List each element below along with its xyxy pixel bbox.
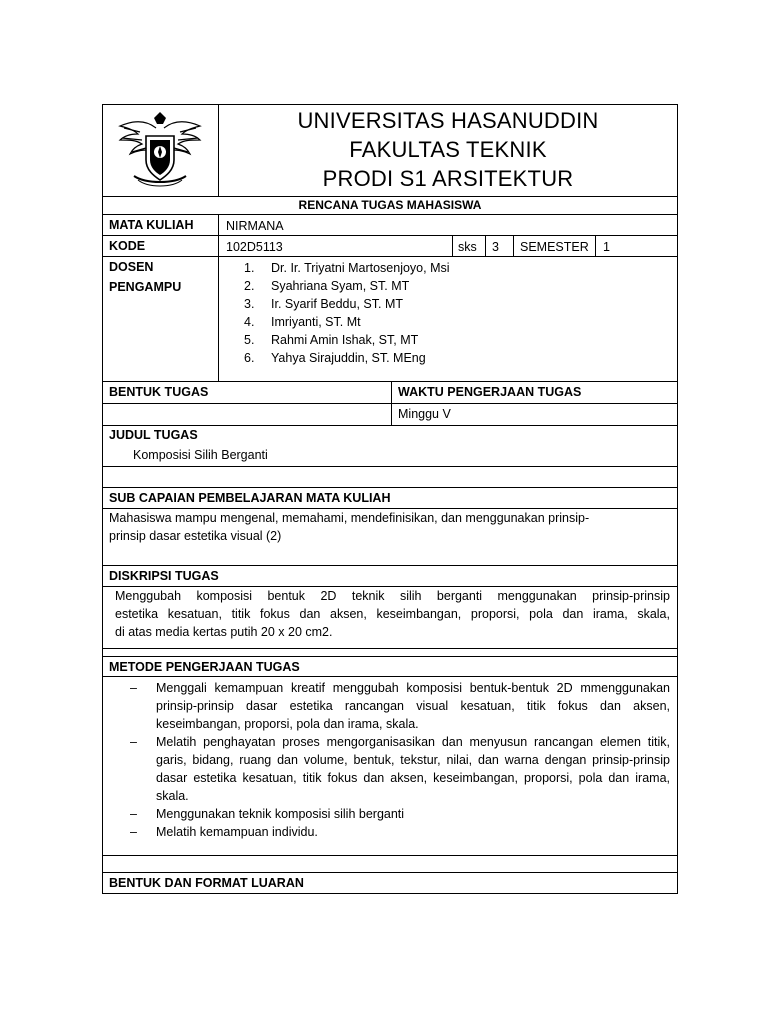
- kode-label: KODE: [109, 239, 146, 253]
- pengampu-label: PENGAMPU: [109, 280, 182, 294]
- list-item: – Melatih kemampuan individu.: [130, 825, 318, 839]
- dosen-list: [244, 259, 450, 367]
- waktu-value: Minggu V: [398, 407, 451, 421]
- list-item: – Menggunakan teknik komposisi silih berganti: [130, 807, 405, 821]
- sks-label: sks: [458, 240, 477, 254]
- table-border-right: [677, 104, 678, 894]
- university-name: UNIVERSITAS HASANUDDIN: [297, 108, 599, 133]
- diskripsi-label: DISKRIPSI TUGAS: [109, 569, 219, 583]
- judul-label: JUDUL TUGAS: [109, 428, 198, 442]
- judul-value: Komposisi Silih Berganti: [133, 448, 268, 462]
- list-item: 5. Rahmi Amin Ishak, ST, MT: [244, 333, 419, 347]
- program-name: PRODI S1 ARSITEKTUR: [322, 166, 574, 191]
- diskripsi-line-2: estetika kesatuan, titik fokus dan aksen, keseimbangan, proporsi, pola dan irama, skala,: [115, 607, 670, 621]
- waktu-label: WAKTU PENGERJAAN TUGAS: [398, 385, 582, 399]
- sub-capaian-line-1: Mahasiswa mampu mengenal, memahami, mendefinisikan, dan menggunakan prinsip-: [109, 511, 590, 525]
- form-title: RENCANA TUGAS MAHASISWA: [298, 198, 482, 212]
- sub-capaian-line-2: prinsip dasar estetika visual (2): [109, 529, 282, 543]
- diskripsi-line-3: di atas media kertas putih 20 x 20 cm2.: [115, 625, 333, 639]
- list-item: – Menggali kemampuan kreatif menggubah komposisi bentuk-bentuk 2D mmenggunakan prinsip-prinsip dasar estetika rancangan visual kesatuan, titik fokus dan aksen, keseimbangan, proporsi, pola dan irama, skala.: [130, 681, 670, 731]
- metode-list: [130, 679, 670, 841]
- list-item: 1. Dr. Ir. Triyatni Martosenjoyo, Msi: [244, 261, 450, 275]
- sks-value: 3: [492, 240, 499, 254]
- list-item: 6. Yahya Sirajuddin, ST. MEng: [244, 351, 426, 365]
- semester-value: 1: [603, 240, 610, 254]
- table-border-left: [102, 104, 103, 894]
- metode-label: METODE PENGERJAAN TUGAS: [109, 660, 300, 674]
- luaran-label: BENTUK DAN FORMAT LUARAN: [109, 876, 304, 890]
- list-item: – Melatih penghayatan proses mengorganisasikan dan menyusun rancangan elemen titik, garis, bidang, ruang dan volume, bentuk, tekstur, nilai, dan warna dengan prinsip-prinsip dasar estetika kesatuan, titik fokus dan aksen, keseimbangan, proporsi, pola dan irama, skala.: [130, 735, 670, 803]
- kode-value: 102D5113: [226, 240, 283, 254]
- diskripsi-text: [115, 587, 670, 641]
- bentuk-tugas-label: BENTUK TUGAS: [109, 385, 209, 399]
- list-item: 2. Syahriana Syam, ST. MT: [244, 279, 410, 293]
- faculty-name: FAKULTAS TEKNIK: [349, 137, 547, 162]
- university-crest-icon: [116, 110, 204, 190]
- mata-kuliah-value: NIRMANA: [226, 219, 284, 233]
- list-item: 3. Ir. Syarif Beddu, ST. MT: [244, 297, 403, 311]
- semester-label: SEMESTER: [520, 240, 589, 254]
- diskripsi-line-1: Menggubah komposisi bentuk 2D teknik silih berganti menggunakan prinsip-prinsip: [115, 589, 670, 603]
- sub-capaian-label: SUB CAPAIAN PEMBELAJARAN MATA KULIAH: [109, 491, 391, 505]
- mata-kuliah-label: MATA KULIAH: [109, 218, 194, 232]
- dosen-label: DOSEN: [109, 260, 154, 274]
- list-item: 4. Imriyanti, ST. Mt: [244, 315, 361, 329]
